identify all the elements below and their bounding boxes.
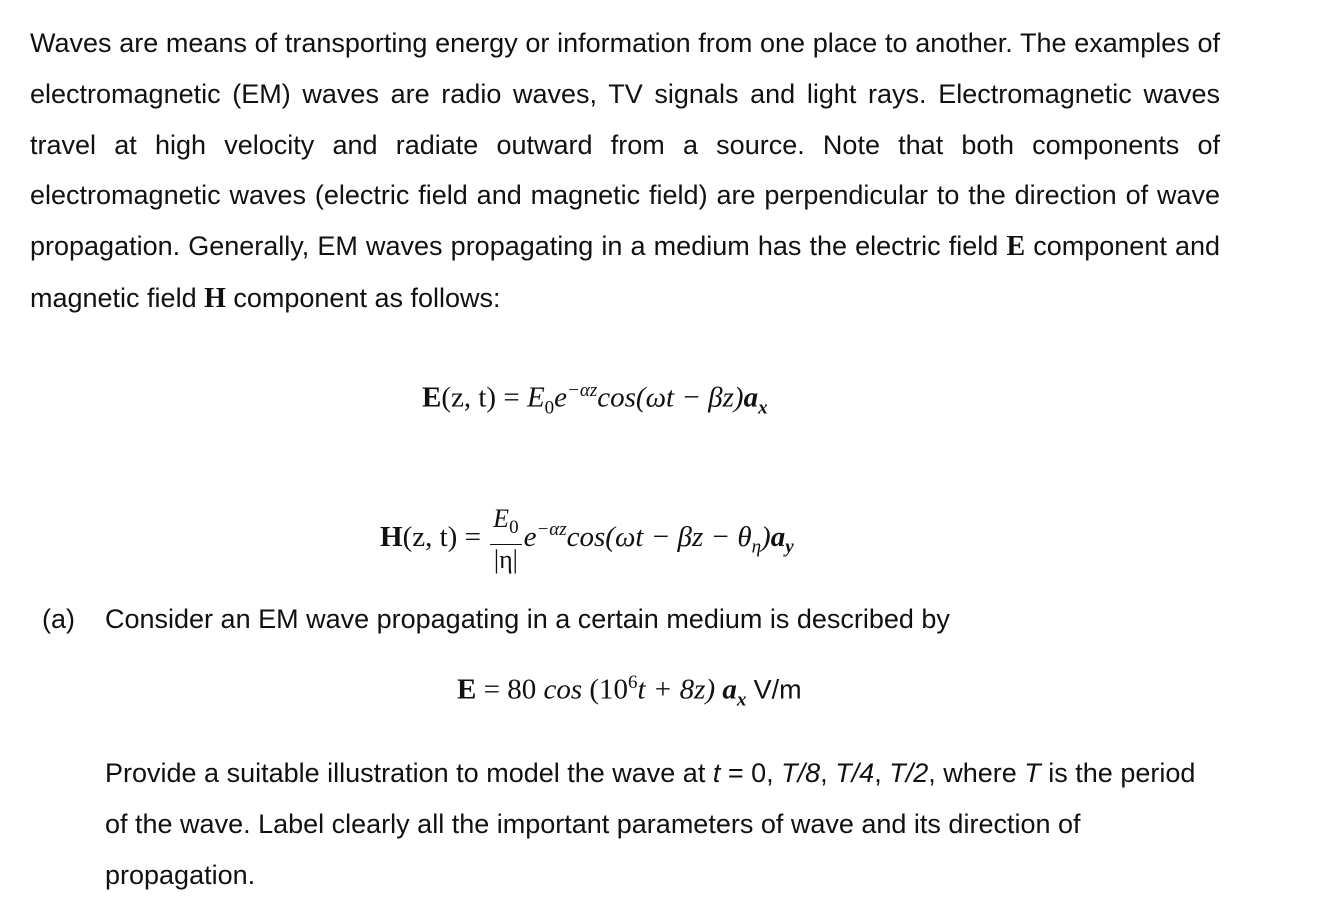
eq-h-cos-close: ) [761, 520, 771, 553]
eq-h-unit-vector: a [770, 520, 786, 553]
task-t-var: t [712, 758, 721, 788]
task-t-eighth: T/8 [781, 758, 821, 788]
eq-e-lhs-args: (z, t) [441, 381, 497, 414]
eq-e-amplitude-sub: 0 [544, 397, 555, 419]
question-text: Consider an EM wave propagating in a certain medium is described by [105, 604, 950, 634]
eq-given-amplitude: 80 [507, 673, 537, 706]
eq-h-frac-numerator [490, 503, 521, 545]
task-paragraph [105, 748, 1205, 900]
eq-h-unit-vector-sub: y [785, 536, 794, 558]
eq-h-frac-num-symbol: E [493, 504, 510, 533]
task-sep-2: , [874, 758, 890, 788]
eq-h-exp-base: e [523, 520, 537, 553]
eq-h-equals: = [464, 520, 481, 553]
eq-e-exp-base: e [554, 381, 568, 414]
task-text-1: Provide a suitable illustration to model the wave at [105, 758, 713, 788]
eq-e-amplitude: E [526, 381, 545, 414]
eq-given-cos: cos [543, 673, 583, 706]
eq-h-exponent: −αz [536, 519, 567, 541]
eq-given-power: 6 [628, 672, 638, 693]
task-text-4: is the period of the wave. Label clearly all the important parameters of wave and its direction of propagation. [105, 758, 1196, 890]
task-t-quarter: T/4 [835, 758, 875, 788]
task-text-3: , where [928, 758, 1025, 788]
eq-e-equals: = [503, 381, 520, 414]
eq-e-unit-vector-sub: x [758, 397, 768, 419]
eq-h-frac-denominator: |η| [493, 545, 518, 575]
eq-h-lhs-symbol: H [380, 520, 403, 553]
eq-e-unit-vector: a [743, 381, 759, 414]
eq-e-lhs-symbol: E [422, 381, 442, 414]
eq-h-theta-sub: η [751, 536, 762, 558]
eq-h-fraction [490, 503, 521, 575]
eq-e-cos-term: cos(ωt − βz) [597, 381, 744, 414]
eq-given-rest: t + 8z) [637, 673, 716, 706]
task-sep-1: , [820, 758, 836, 788]
intro-paragraph [30, 18, 1220, 325]
task-period-var: T [1024, 758, 1041, 788]
equation-electric-field [422, 380, 768, 419]
task-t-half: T/2 [889, 758, 929, 788]
intro-text-1: Waves are means of transporting energy or information from one place to another. The examples of electromagnetic (EM) waves are radio waves, TV signals and light rays. Electromagnetic waves travel at high velocity and radiate outward from a source. Note that both components of electromagnetic waves (electric field and magnetic field) are perpendicular to the direction of wave propagation. Generally, EM waves propagating in a medium has the electric field [30, 28, 1220, 262]
eq-given-unit-vector: a [722, 673, 737, 706]
equation-magnetic-field [380, 503, 794, 575]
eq-given-open: (10 [589, 673, 629, 706]
eq-h-frac-num-sub: 0 [509, 517, 519, 539]
eq-given-unit-vector-sub: x [736, 689, 747, 711]
eq-given-lhs: E [457, 673, 477, 706]
eq-h-lhs-args: (z, t) [402, 520, 458, 553]
equation-given-wave [457, 672, 802, 711]
task-text-2: = 0, [720, 758, 782, 788]
intro-text-2: component and magnetic field [30, 231, 1220, 313]
eq-h-cos-term: cos(ωt − βz − θ [566, 520, 752, 553]
eq-e-exponent: −αz [567, 380, 598, 401]
intro-E-symbol: E [1006, 231, 1026, 263]
intro-text-3: component as follows: [225, 282, 501, 313]
question-label: (a) [42, 604, 75, 634]
intro-H-symbol: H [204, 282, 226, 314]
eq-given-equals: = [483, 673, 500, 706]
eq-given-units: V/m [753, 674, 802, 705]
